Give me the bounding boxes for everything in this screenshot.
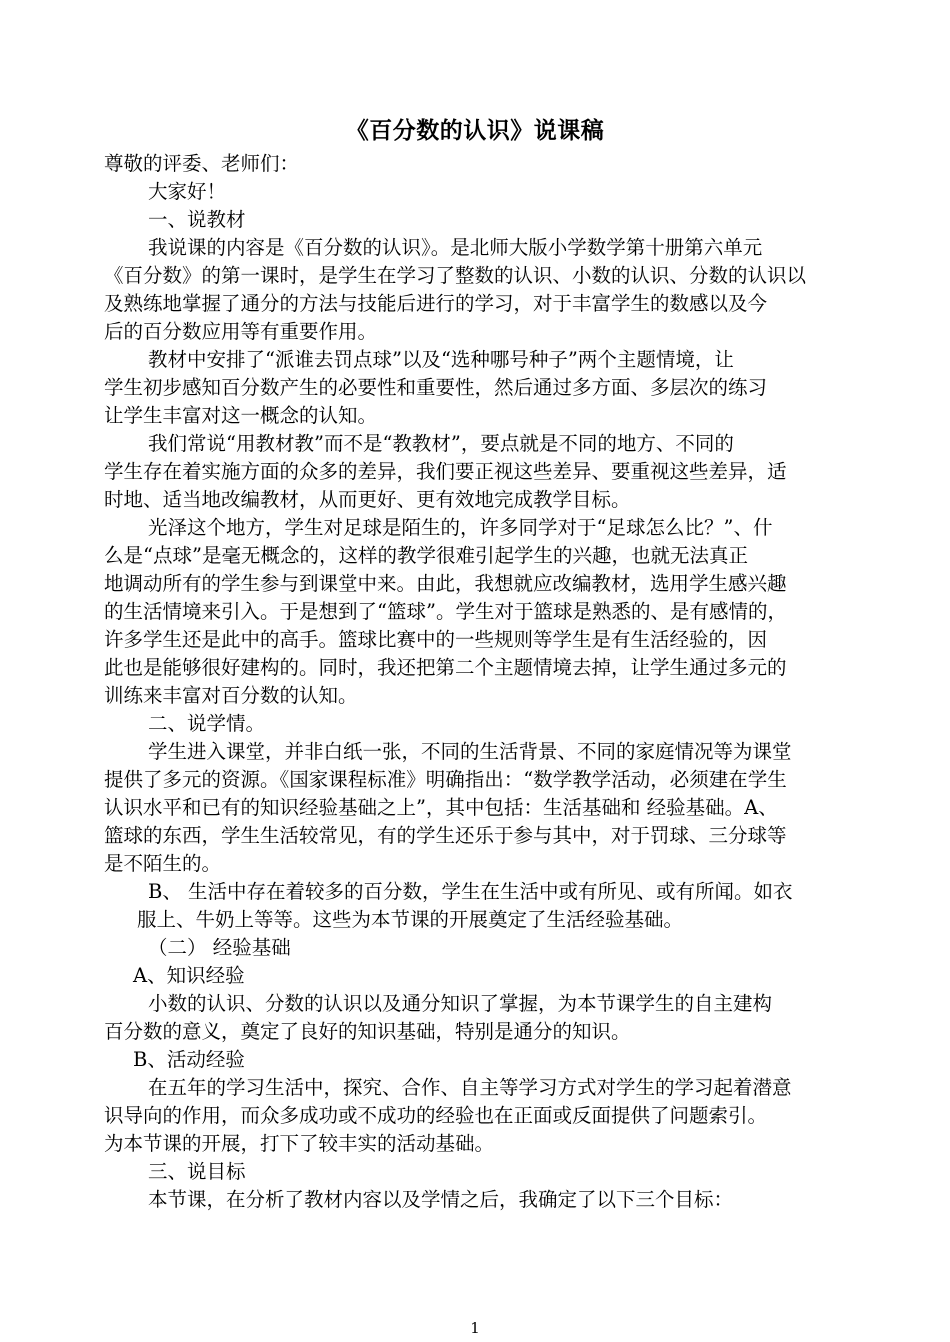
text-line: 训练来丰富对百分数的认知。	[104, 684, 358, 707]
text-line: B、 生活中存在着较多的百分数，学生在生活中或有所见、或有所闻。如衣	[148, 880, 793, 903]
text-line: 本节课，在分析了教材内容以及学情之后，我确定了以下三个目标：	[148, 1188, 734, 1211]
text-line: 小数的认识、分数的认识以及通分知识了掌握，为本节课学生的自主建构	[148, 992, 773, 1015]
text-line: A、知识经验	[133, 964, 245, 987]
text-line: 二、说学情。	[148, 712, 266, 735]
text-line: 尊敬的评委、老师们：	[104, 152, 300, 175]
text-line: 服上、牛奶上等等。这些为本节课的开展奠定了生活经验基础。	[137, 908, 684, 931]
text-line: 许多学生还是此中的高手。篮球比赛中的一些规则等学生是有生活经验的，因	[104, 628, 768, 651]
text-line: 我说课的内容是《百分数的认识》。是北师大版小学数学第十册第六单元	[148, 236, 763, 259]
text-line: 光泽这个地方，学生对足球是陌生的，许多同学对于“足球怎么比？”、什	[148, 516, 773, 539]
text-line: 识导向的作用，而众多成功或不成功的经验也在正面或反面提供了问题索引。	[104, 1104, 768, 1127]
document-title: 《百分数的认识》说课稿	[345, 117, 605, 144]
text-line: B、活动经验	[133, 1048, 245, 1071]
text-line: 么是“点球”是毫无概念的，这样的教学很难引起学生的兴趣，也就无法真正	[104, 544, 748, 567]
text-line: 在五年的学习生活中，探究、合作、自主等学习方式对学生的学习起着潜意	[148, 1076, 792, 1099]
text-line: 及熟练地掌握了通分的方法与技能后进行的学习，对于丰富学生的数感以及今	[104, 292, 768, 315]
text-line: 大家好！	[148, 180, 227, 203]
page-number: 1	[470, 1319, 480, 1337]
text-line: 学生存在着实施方面的众多的差异，我们要正视这些差异、要重视这些差异，适	[104, 460, 787, 483]
text-line: 的生活情境来引入。于是想到了“篮球”。学生对于篮球是熟悉的、是有感情的，	[104, 600, 787, 623]
text-line: 我们常说“用教材教”而不是“教教材”，要点就是不同的地方、不同的	[148, 432, 734, 455]
text-line: 百分数的意义，奠定了良好的知识基础，特别是通分的知识。	[104, 1020, 631, 1043]
text-line: （二） 经验基础	[148, 936, 291, 959]
text-line: 地调动所有的学生参与到课堂中来。由此，我想就应改编教材，选用学生感兴趣	[104, 572, 787, 595]
text-line: 《百分数》的第一课时，是学生在学习了整数的认识、小数的认识、分数的认识以	[104, 264, 807, 287]
text-line: 让学生丰富对这一概念的认知。	[104, 404, 378, 427]
text-line: 篮球的东西，学生生活较常见，有的学生还乐于参与其中，对于罚球、三分球等	[104, 824, 787, 847]
text-line: 认识水平和已有的知识经验基础之上”，其中包括：生活基础和 经验基础。A、	[104, 796, 778, 819]
text-line: 为本节课的开展，打下了较丰实的活动基础。	[104, 1132, 495, 1155]
text-line: 一、说教材	[148, 208, 246, 231]
text-line: 时地、适当地改编教材，从而更好、更有效地完成教学目标。	[104, 488, 631, 511]
text-line: 教材中安排了“派谁去罚点球”以及“选种哪号种子”两个主题情境，让	[148, 348, 734, 371]
text-line: 三、说目标	[148, 1160, 246, 1183]
text-line: 是不陌生的。	[104, 852, 222, 875]
text-line: 学生初步感知百分数产生的必要性和重要性，然后通过多方面、多层次的练习	[104, 376, 768, 399]
text-line: 后的百分数应用等有重要作用。	[104, 320, 378, 343]
text-line: 提供了多元的资源。《国家课程标准》明确指出：“数学教学活动，必须建在学生	[104, 768, 787, 791]
text-line: 学生进入课堂，并非白纸一张，不同的生活背景、不同的家庭情况等为课堂	[148, 740, 792, 763]
text-line: 此也是能够很好建构的。同时，我还把第二个主题情境去掉，让学生通过多元的	[104, 656, 787, 679]
